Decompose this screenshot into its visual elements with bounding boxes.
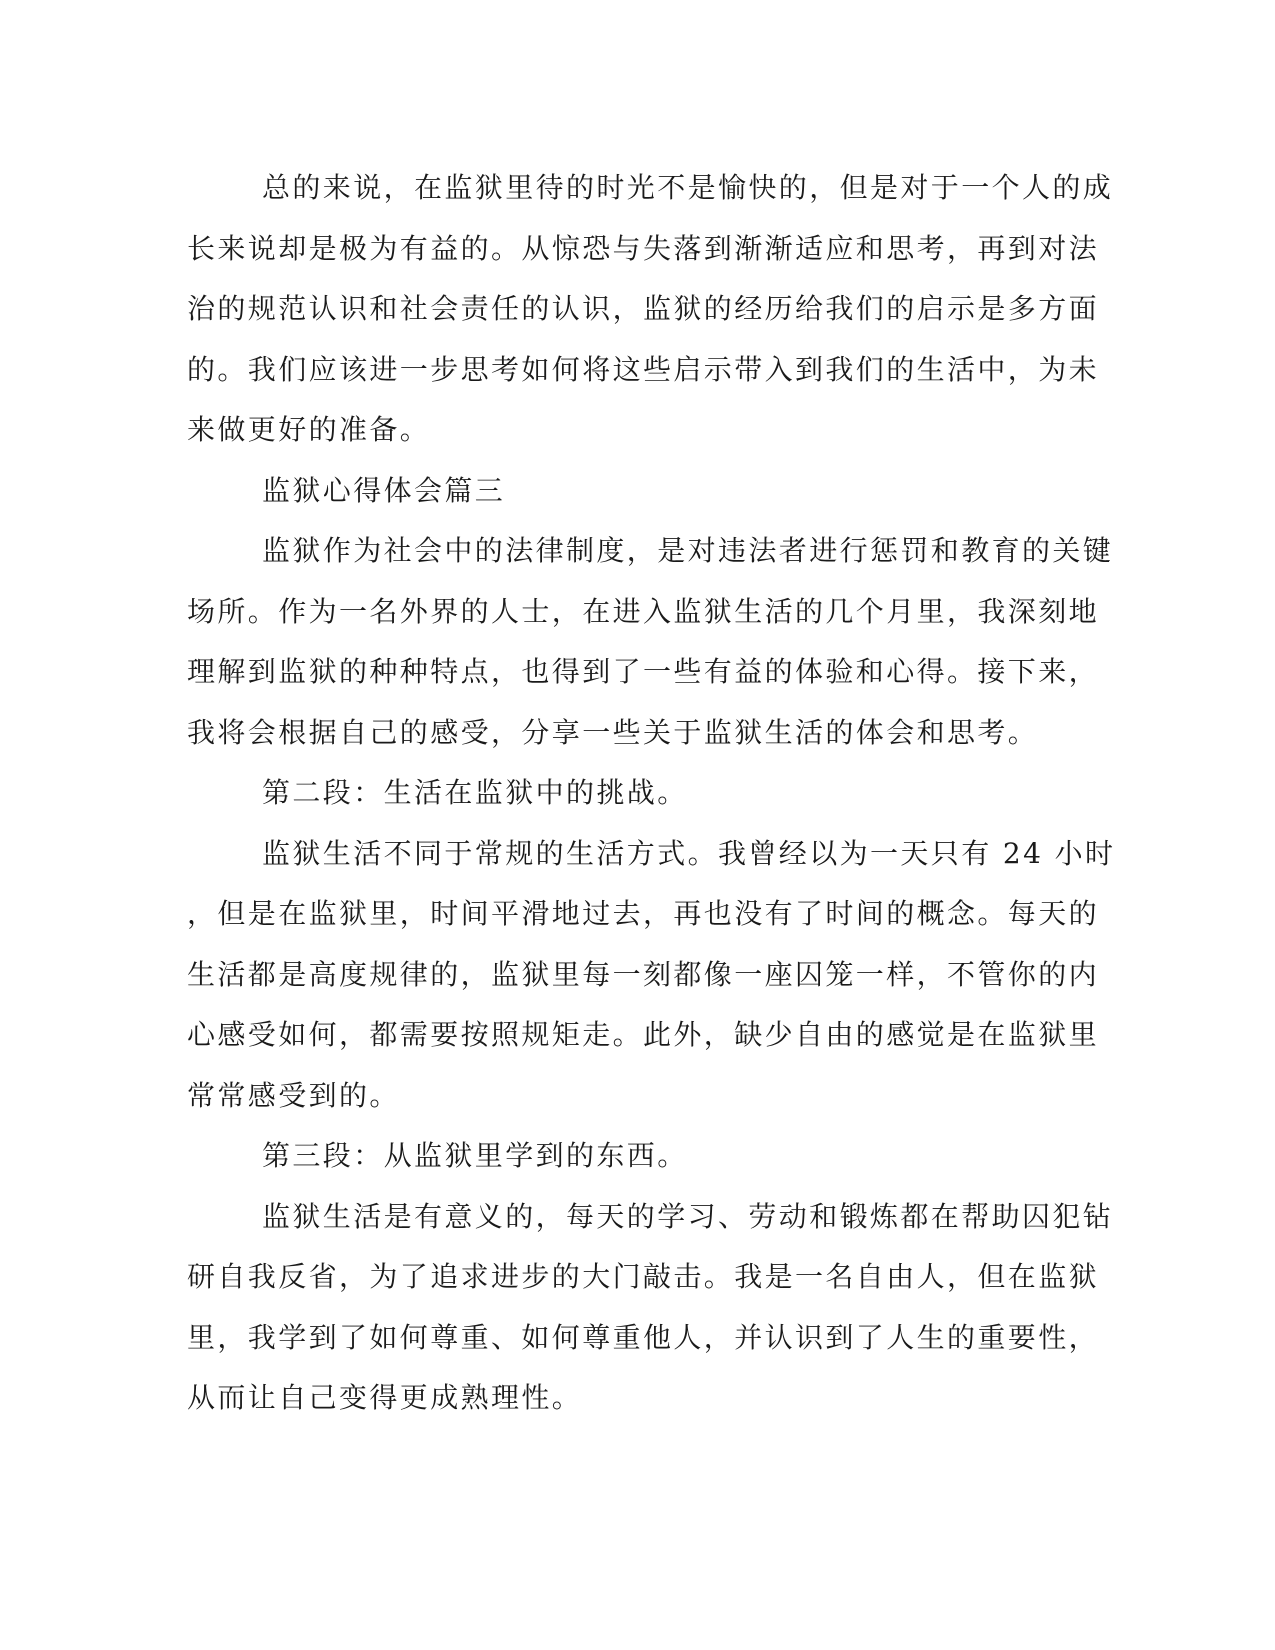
section-subheading: 第二段：生活在监狱中的挑战。 (262, 776, 688, 809)
text-line: 生活都是高度规律的，监狱里每一刻都像一座囚笼一样，不管你的内 (187, 957, 1100, 991)
text-line: ，但是在监狱里，时间平滑地过去，再也没有了时间的概念。每天的 (187, 897, 1100, 930)
text-line: 里，我学到了如何尊重、如何尊重他人，并认识到了人生的重要性， (187, 1320, 1100, 1354)
text-line: 我将会根据自己的感受，分享一些关于监狱生活的体会和思考。 (187, 715, 1039, 749)
text-line: 长来说却是极为有益的。从惊恐与失落到渐渐适应和思考，再到对法 (187, 231, 1100, 265)
text-line: 的。我们应该进一步思考如何将这些启示带入到我们的生活中，为未 (187, 352, 1100, 386)
text-line: 理解到监狱的种种特点，也得到了一些有益的体验和心得。接下来， (187, 655, 1100, 688)
section-subheading: 第三段：从监狱里学到的东西。 (262, 1139, 688, 1172)
text-line: 常常感受到的。 (187, 1078, 400, 1112)
section-heading: 监狱心得体会篇三 (262, 473, 506, 507)
text-line: 心感受如何，都需要按照规矩走。此外，缺少自由的感觉是在监狱里 (187, 1018, 1100, 1051)
text-line: 总的来说，在监狱里待的时光不是愉快的，但是对于一个人的成 (262, 171, 1114, 204)
text-line: 来做更好的准备。 (187, 413, 431, 446)
document-body (187, 158, 1116, 1429)
text-line: 监狱生活是有意义的，每天的学习、劳动和锻炼都在帮助囚犯钻 (262, 1199, 1114, 1233)
text-line: 监狱生活不同于常规的生活方式。我曾经以为一天只有 24 小时 (262, 836, 1116, 870)
text-line: 治的规范认识和社会责任的认识，监狱的经历给我们的启示是多方面 (187, 292, 1100, 325)
text-line: 监狱作为社会中的法律制度，是对违法者进行惩罚和教育的关键 (262, 534, 1114, 567)
text-line: 从而让自己变得更成熟理性。 (187, 1381, 583, 1414)
text-line: 场所。作为一名外界的人士，在进入监狱生活的几个月里，我深刻地 (187, 594, 1100, 628)
text-line: 研自我反省，为了追求进步的大门敲击。我是一名自由人，但在监狱 (187, 1260, 1100, 1293)
